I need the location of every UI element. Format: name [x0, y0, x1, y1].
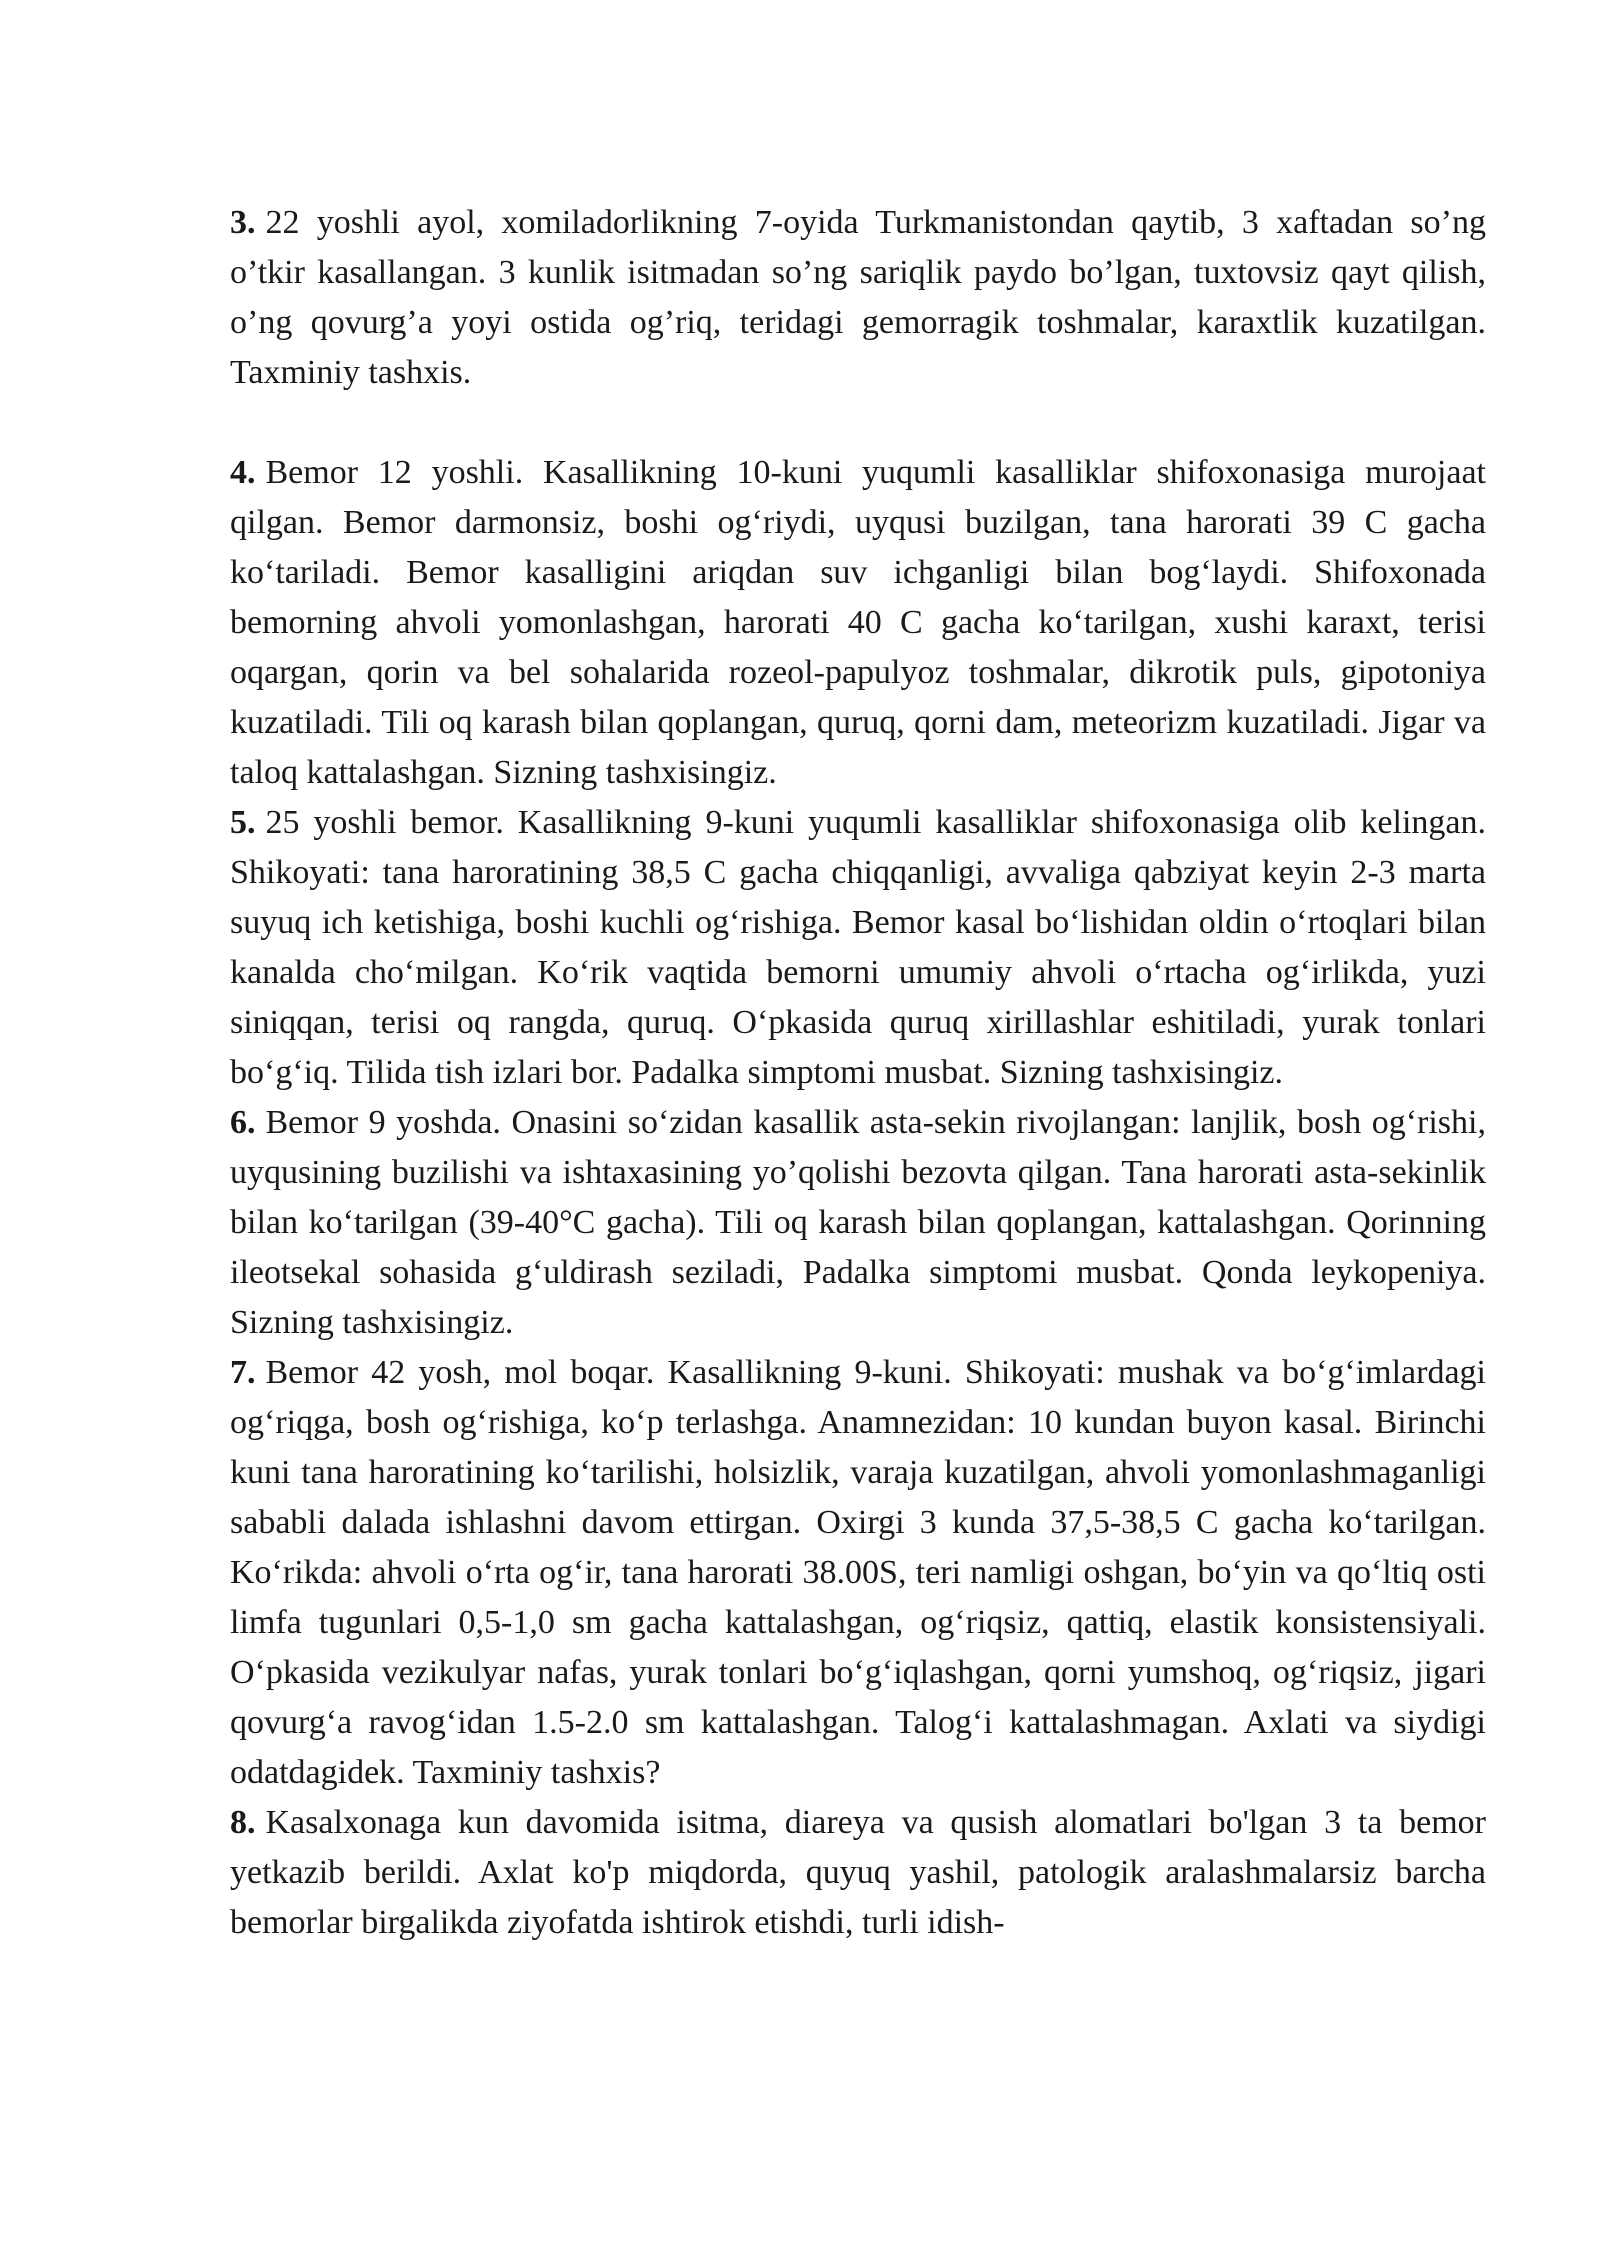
case-8 [230, 1798, 1486, 1948]
case-number: 5. [230, 804, 256, 841]
case-number: 4. [230, 454, 256, 491]
case-3 [230, 198, 1486, 398]
case-text: Kasalxonaga kun davomida isitma, diareya va qusish alomatlari bo'lgan 3 ta bemor yetkazib berildi. Axlat ko'p miqdorda, quyuq yashil, patologik aralashmalarsiz barcha bemorlar birgalikda ziyofatda ishtirok etishdi, turli idish- [230, 1804, 1486, 1941]
case-text: 25 yoshli bemor. Kasallikning 9-kuni yuqumli kasalliklar shifoxonasiga olib kelingan. Shikoyati: tana haroratining 38,5 C gacha chiqqanligi, avvaliga qabziyat keyin 2-3 marta suyuq ich ketishiga, boshi kuchli og‘rishiga. Bemor kasal bo‘lishidan oldin o‘rtoqlari bilan kanalda cho‘milgan. Ko‘rik vaqtida bemorni umumiy ahvoli o‘rtacha og‘irlikda, yuzi siniqqan, terisi oq rangda, quruq. O‘pkasida quruq xirillashlar eshitiladi, yurak tonlari bo‘g‘iq. Tilida tish izlari bor. Padalka simptomi musbat. Sizning tashxisingiz. [230, 804, 1486, 1091]
case-number: 8. [230, 1804, 256, 1841]
case-text: Bemor 12 yoshli. Kasallikning 10-kuni yuqumli kasalliklar shifoxonasiga murojaat qilgan. Bemor darmonsiz, boshi og‘riydi, uyqusi buzilgan, tana harorati 39 C gacha ko‘tariladi. Bemor kasalligini ariqdan suv ichganligi bilan bog‘laydi. Shifoxonada bemorning ahvoli yomonlashgan, harorati 40 C gacha ko‘tarilgan, xushi karaxt, terisi oqargan, qorin va bel sohalarida rozeol-papulyoz toshmalar, dikrotik puls, gipotoniya kuzatiladi. Tili oq karash bilan qoplangan, quruq, qorni dam, meteorizm kuzatiladi. Jigar va taloq kattalashgan. Sizning tashxisingiz. [230, 454, 1486, 791]
case-number: 7. [230, 1354, 256, 1391]
case-7 [230, 1348, 1486, 1798]
case-text: 22 yoshli ayol, xomiladorlikning 7-oyida Turkmanistondan qaytib, 3 xaftadan so’ng o’tkir kasallangan. 3 kunlik isitmadan so’ng sariqlik paydo bo’lgan, tuxtovsiz qayt qilish, o’ng qovurg’a yoyi ostida og’riq, teridagi gemorragik toshmalar, karaxtlik kuzatilgan. Taxminiy tashxis. [230, 204, 1486, 391]
case-6 [230, 1098, 1486, 1348]
case-number: 6. [230, 1104, 256, 1141]
case-text: Bemor 42 yosh, mol boqar. Kasallikning 9-kuni. Shikoyati: mushak va bo‘g‘imlardagi og‘riqga, bosh og‘rishiga, ko‘p terlashga. Anamnezidan: 10 kundan buyon kasal. Birinchi kuni tana haroratining ko‘tarilishi, holsizlik, varaja kuzatilgan, ahvoli yomonlashmaganligi sababli dalada ishlashni davom ettirgan. Oxirgi 3 kunda 37,5-38,5 C gacha ko‘tarilgan. Ko‘rikda: ahvoli o‘rta og‘ir, tana harorati 38.00S, teri namligi oshgan, bo‘yin va qo‘ltiq osti limfa tugunlari 0,5-1,0 sm gacha kattalashgan, og‘riqsiz, qattiq, elastik konsistensiyali. O‘pkasida vezikulyar nafas, yurak tonlari bo‘g‘iqlashgan, qorni yumshoq, og‘riqsiz, jigari qovurg‘a ravog‘idan 1.5-2.0 sm kattalashgan. Talog‘i kattalashmagan. Axlati va siydigi odatdagidek. Taxminiy tashxis? [230, 1354, 1486, 1791]
case-5 [230, 798, 1486, 1098]
case-4 [230, 448, 1486, 798]
case-number: 3. [230, 204, 256, 241]
document-page [230, 198, 1486, 1948]
case-text: Bemor 9 yoshda. Onasini so‘zidan kasallik asta-sekin rivojlangan: lanjlik, bosh og‘rishi, uyqusining buzilishi va ishtaxasining yo’qolishi bezovta qilgan. Tana harorati asta-sekinlik bilan ko‘tarilgan (39-40°C gacha). Tili oq karash bilan qoplangan, kattalashgan. Qorinning ileotsekal sohasida g‘uldirash seziladi, Padalka simptomi musbat. Qonda leykopeniya. Sizning tashxisingiz. [230, 1104, 1486, 1341]
